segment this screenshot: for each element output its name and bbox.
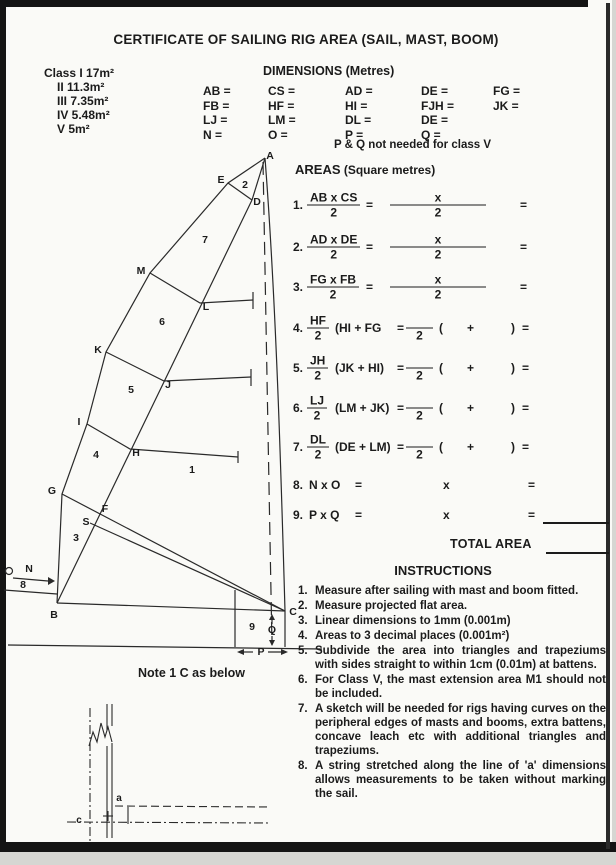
equals-sign: =	[355, 478, 363, 492]
area-row-5	[293, 355, 615, 381]
c-baseline	[67, 822, 270, 823]
diagram-label-C: C	[289, 606, 297, 618]
fill-in-fraction: x 2	[390, 274, 486, 301]
gooseneck-circle	[6, 568, 13, 575]
row-number: 8.	[293, 478, 304, 492]
equals-sign: =	[397, 321, 405, 335]
instruction-number: 5.	[298, 645, 308, 657]
diagram-label-D: D	[253, 196, 261, 208]
equals-sign: =	[366, 280, 374, 294]
result-blank-line	[543, 509, 609, 524]
diagram-label-H: H	[132, 447, 140, 459]
instruction-number: 7.	[298, 703, 308, 715]
diagram-label-B: B	[50, 609, 58, 621]
diagram-label-6: 6	[159, 316, 165, 328]
diagram-label-8: 8	[20, 579, 26, 591]
formula-fraction: $\frac{\text{AB x CS}}{2}$	[307, 192, 360, 219]
equals-sign: =	[366, 240, 374, 254]
row-number: 3.	[293, 280, 304, 294]
equals-sign: =	[522, 440, 530, 454]
detail-sketch-svg	[55, 690, 295, 855]
class-item-5: V 5m²	[57, 122, 90, 136]
instruction-text: Linear dimensions to 1mm (0.001m)	[315, 615, 511, 627]
area-row-9	[293, 508, 615, 524]
arrowhead-Q-down	[269, 640, 275, 646]
diagram-label-2: 2	[242, 179, 248, 191]
area-row-8	[293, 478, 615, 494]
instruction-text: Measure after sailing with mast and boom fitted.	[315, 585, 579, 597]
line-SC	[90, 523, 285, 611]
diagram-label-M: M	[136, 265, 146, 277]
diagram-label-N: N	[25, 563, 33, 575]
instructions-heading: INSTRUCTIONS	[394, 563, 492, 578]
line-GC	[62, 494, 285, 611]
formula-expression: P x Q	[309, 508, 340, 522]
batten-KJ-line	[106, 352, 251, 381]
instruction-item	[298, 644, 610, 672]
diagram-label-a: a	[116, 793, 122, 804]
dim-field-Q: Q =	[421, 127, 441, 142]
areas-heading	[295, 162, 435, 177]
area-row-6	[293, 395, 615, 421]
diagram-label-5: 5	[128, 384, 134, 396]
area-row-1	[293, 192, 615, 218]
equals-sign: =	[520, 198, 528, 212]
arrowhead-P-left	[237, 649, 244, 655]
fill-in-fraction: x 2	[390, 234, 486, 261]
formula-fraction: $\frac{\text{FG x FB}}{2}$	[307, 274, 359, 301]
formula-expression: (HI + FG	[335, 321, 382, 335]
plus-sign: +	[467, 440, 475, 454]
diagram-label-G: G	[47, 485, 57, 497]
diagram-label-E: E	[217, 174, 225, 186]
dim-field-N: N =	[203, 127, 223, 142]
head-line-ED	[228, 183, 252, 200]
instruction-item	[298, 599, 610, 613]
foot-line-BC	[57, 603, 285, 611]
dim-field-HI: HI =	[345, 98, 368, 113]
instruction-number: 1.	[298, 585, 308, 597]
instruction-number: 8.	[298, 760, 308, 772]
diagram-label-F: F	[101, 503, 109, 515]
fill-in-fraction: 2	[406, 355, 433, 382]
dim-field-DE2: DE =	[421, 113, 449, 128]
fill-in-fraction: 2	[406, 315, 433, 342]
fill-in-fraction: 2	[406, 434, 433, 461]
diagram-label-4: 4	[93, 449, 99, 461]
times-sign: x	[443, 478, 450, 492]
dim-field-DL: DL =	[345, 113, 372, 128]
class-item-2: II 11.3m²	[57, 80, 105, 94]
dim-field-AD: AD =	[345, 84, 373, 99]
dimensions-grid	[203, 84, 548, 142]
dim-field-HF: HF =	[268, 98, 295, 113]
row-number: 6.	[293, 401, 304, 415]
class-list	[44, 66, 114, 136]
row-number: 4.	[293, 321, 304, 335]
dim-field-AB: AB =	[203, 84, 231, 99]
dim-field-FJH: FJH =	[421, 98, 455, 113]
instruction-number: 6.	[298, 674, 308, 686]
batten-IH-line	[87, 424, 238, 457]
batten-ML-line	[150, 273, 253, 303]
diagram-label-J: J	[165, 379, 171, 391]
scan-border-top	[0, 0, 588, 7]
luff-line	[57, 158, 265, 603]
areas-heading-main: AREAS	[295, 162, 341, 177]
dim-field-FG: FG =	[493, 84, 521, 99]
dim-field-P: P =	[345, 127, 364, 142]
equals-sign: =	[397, 401, 405, 415]
formula-expression: (LM + JK)	[335, 401, 390, 415]
dimensions-row	[203, 99, 548, 114]
equals-sign: =	[528, 478, 536, 492]
note-label: Note 1 C as below	[138, 666, 245, 680]
dimensions-row	[203, 84, 548, 99]
formula-fraction: $\frac{DL}{2}$	[307, 434, 329, 461]
instruction-text: Subdivide the area into triangles and trapeziums with sides straight to within 1cm (0.01m) at battens.	[315, 645, 606, 671]
instruction-item	[298, 759, 610, 801]
paren-open: (	[439, 361, 443, 375]
instruction-text: A string stretched along the line of 'a' dimensions allows measurements to be taken without marking the sail.	[315, 760, 606, 800]
paren-close: )	[511, 401, 515, 415]
arrowhead-P-right	[281, 649, 288, 655]
row-number: 1.	[293, 198, 304, 212]
diagram-label-A: A	[266, 150, 274, 162]
leech-line	[265, 158, 285, 611]
areas-heading-units: (Square metres)	[340, 163, 436, 177]
dim-field-LM: LM =	[268, 113, 296, 128]
instruction-text: A sketch will be needed for rigs having curves on the peripheral edges of masts and booms, extra battens, concave leach etc with additional triangles and trapeziums.	[315, 703, 606, 757]
row-number: 2.	[293, 240, 304, 254]
class-item-3: III 7.35m²	[57, 94, 109, 108]
mast-boom-detail-sketch	[55, 690, 295, 855]
equals-sign: =	[528, 508, 536, 522]
dimensions-heading: DIMENSIONS (Metres)	[263, 64, 395, 78]
diagram-label-7: 7	[202, 234, 208, 246]
equals-sign: =	[397, 361, 405, 375]
sail-diagram-svg	[0, 140, 330, 665]
formula-expression: (DE + LM)	[335, 440, 391, 454]
arrowhead-N	[48, 577, 55, 585]
formula-fraction: $\frac{\text{AD x DE}}{2}$	[307, 234, 360, 261]
formula-fraction: $\frac{HF}{2}$	[307, 315, 329, 342]
equals-sign: =	[355, 508, 363, 522]
fill-in-fraction: x 2	[390, 192, 486, 219]
instruction-text: Measure projected flat area.	[315, 600, 468, 612]
dim-field-JK: JK =	[493, 98, 519, 113]
diagram-label-Q: Q	[267, 624, 277, 636]
class-item-1: Class I 17m²	[44, 66, 115, 80]
instruction-text: Areas to 3 decimal places (0.001m²)	[315, 630, 510, 642]
diagram-label-S: S	[82, 516, 90, 528]
dim-field-LJ: LJ =	[203, 113, 228, 128]
instruction-item	[298, 584, 610, 598]
dim-N-arrow	[13, 578, 48, 581]
equals-sign: =	[366, 198, 374, 212]
diagram-label-9: 9	[249, 621, 255, 633]
row-number: 9.	[293, 508, 304, 522]
equals-sign: =	[397, 440, 405, 454]
pq-note: P & Q not needed for class V	[334, 139, 491, 151]
instruction-item	[298, 614, 610, 628]
diagram-label-3: 3	[73, 532, 79, 544]
instructions-list	[298, 584, 610, 801]
dim-field-FB: FB =	[203, 98, 230, 113]
ground-line	[8, 645, 322, 649]
instruction-number: 4.	[298, 630, 308, 642]
boom-top-line	[115, 806, 270, 807]
instruction-item	[298, 673, 610, 701]
diagram-label-L: L	[202, 301, 210, 313]
row-number: 7.	[293, 440, 304, 454]
area-row-4	[293, 315, 615, 341]
break-zigzag	[89, 723, 112, 746]
area-row-7	[293, 434, 615, 460]
diagram-label-c: c	[76, 815, 82, 826]
diagram-label-1: 1	[189, 464, 195, 476]
area-row-3	[293, 274, 615, 300]
paren-open: (	[439, 440, 443, 454]
times-sign: x	[443, 508, 450, 522]
diagram-label-P: P	[257, 646, 265, 658]
paren-close: )	[511, 440, 515, 454]
certificate-title: CERTIFICATE OF SAILING RIG AREA (SAIL, MAST, BOOM)	[113, 32, 499, 47]
formula-fraction: $\frac{JH}{2}$	[307, 355, 328, 382]
plus-sign: +	[467, 401, 475, 415]
plus-sign: +	[467, 321, 475, 335]
class-item-4: IV 5.48m²	[57, 108, 110, 122]
diagram-label-K: K	[94, 344, 102, 356]
instruction-item	[298, 702, 610, 758]
boom-line	[4, 590, 57, 594]
formula-expression: (JK + HI)	[335, 361, 385, 375]
instructions-section	[298, 563, 610, 802]
total-area-blank-line	[546, 539, 609, 554]
dimensions-row	[203, 113, 548, 128]
arrowhead-Q-up	[269, 614, 275, 620]
instruction-text: For Class V, the mast extension area M1 should not be included.	[315, 674, 606, 700]
paren-close: )	[511, 361, 515, 375]
diagram-label-I: I	[77, 416, 81, 428]
equals-sign: =	[520, 280, 528, 294]
dim-field-CS: CS =	[268, 84, 296, 99]
equals-sign: =	[522, 361, 530, 375]
area-row-2	[293, 234, 615, 260]
plus-sign: +	[467, 361, 475, 375]
total-area-label: TOTAL AREA	[450, 537, 532, 551]
paren-open: (	[439, 321, 443, 335]
row-number: 5.	[293, 361, 304, 375]
formula-expression: N x O	[309, 478, 341, 492]
instruction-number: 3.	[298, 615, 308, 627]
fill-in-fraction: 2	[406, 395, 433, 422]
equals-sign: =	[522, 321, 530, 335]
dim-field-DE: DE =	[421, 84, 449, 99]
sail-diagram	[0, 140, 330, 665]
equals-sign: =	[522, 401, 530, 415]
formula-fraction: $\frac{LJ}{2}$	[307, 395, 327, 422]
instruction-item	[298, 629, 610, 643]
dim-field-O: O =	[268, 127, 288, 142]
total-area-row	[293, 537, 615, 555]
instruction-number: 2.	[298, 600, 308, 612]
paren-close: )	[511, 321, 515, 335]
areas-section	[293, 140, 615, 570]
paren-open: (	[439, 401, 443, 415]
equals-sign: =	[520, 240, 528, 254]
